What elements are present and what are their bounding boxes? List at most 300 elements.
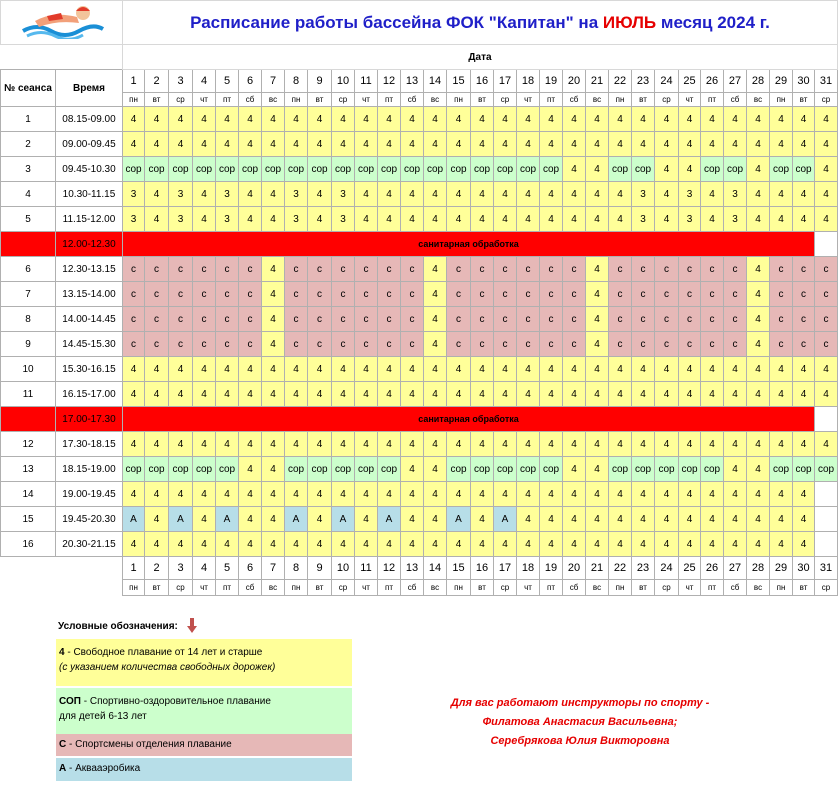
schedule-cell: 4 — [447, 207, 471, 232]
schedule-cell: 4 — [355, 182, 378, 207]
schedule-cell: с — [655, 257, 679, 282]
schedule-cell: 4 — [239, 382, 262, 407]
schedule-cell — [815, 532, 838, 557]
schedule-cell: 4 — [193, 207, 216, 232]
schedule-cell: 4 — [216, 107, 239, 132]
schedule-cell: с — [701, 332, 724, 357]
weekday: сб — [401, 580, 424, 596]
schedule-cell: с — [609, 257, 632, 282]
sanitary-break-row — [1, 232, 838, 257]
schedule-cell: сop — [285, 157, 308, 182]
schedule-cell: 4 — [193, 532, 216, 557]
day-number: 15 — [447, 557, 471, 580]
day-number: 1 — [123, 70, 145, 93]
session-number: 14 — [1, 482, 56, 507]
schedule-cell: 4 — [378, 182, 401, 207]
schedule-cell: 4 — [563, 382, 586, 407]
schedule-cell: 4 — [540, 207, 563, 232]
day-number: 20 — [563, 70, 586, 93]
date-header: Дата — [123, 45, 838, 70]
day-number: 30 — [793, 70, 815, 93]
schedule-cell: 4 — [308, 482, 332, 507]
schedule-cell: 4 — [609, 507, 632, 532]
day-number: 25 — [679, 557, 701, 580]
schedule-cell: 4 — [494, 532, 517, 557]
schedule-cell: 4 — [540, 532, 563, 557]
weekday: сб — [724, 93, 747, 107]
schedule-cell: 4 — [355, 482, 378, 507]
session-time: 20.30-21.15 — [56, 532, 123, 557]
schedule-cell: А — [169, 507, 193, 532]
schedule-cell: сop — [193, 457, 216, 482]
schedule-cell: с — [285, 332, 308, 357]
day-number: 29 — [770, 557, 793, 580]
schedule-cell: 3 — [632, 207, 655, 232]
schedule-cell: 4 — [355, 432, 378, 457]
schedule-cell: 4 — [401, 107, 424, 132]
schedule-cell: 4 — [517, 532, 540, 557]
schedule-cell: 4 — [424, 357, 447, 382]
schedule-cell: 4 — [494, 432, 517, 457]
schedule-cell: 4 — [793, 107, 815, 132]
schedule-cell: с — [724, 257, 747, 282]
session-row — [1, 457, 838, 482]
day-number: 11 — [355, 70, 378, 93]
schedule-cell: 4 — [169, 107, 193, 132]
schedule-cell: сop — [679, 457, 701, 482]
schedule-cell: 4 — [701, 432, 724, 457]
session-number: 5 — [1, 207, 56, 232]
schedule-cell: с — [494, 332, 517, 357]
schedule-cell: с — [378, 307, 401, 332]
schedule-cell: с — [216, 332, 239, 357]
schedule-cell: 4 — [145, 432, 169, 457]
schedule-cell: 4 — [770, 482, 793, 507]
schedule-cell: 4 — [193, 107, 216, 132]
schedule-cell: 4 — [724, 382, 747, 407]
schedule-cell: 4 — [193, 507, 216, 532]
schedule-cell: с — [216, 282, 239, 307]
schedule-cell: сop — [609, 457, 632, 482]
schedule-cell: 4 — [609, 132, 632, 157]
schedule-cell: с — [609, 307, 632, 332]
schedule-cell: с — [216, 307, 239, 332]
schedule-cell: с — [145, 282, 169, 307]
weekday: пн — [285, 93, 308, 107]
day-number: 19 — [540, 557, 563, 580]
session-row — [1, 257, 838, 282]
day-number: 5 — [216, 70, 239, 93]
schedule-cell: сop — [145, 157, 169, 182]
weekday: сб — [563, 93, 586, 107]
schedule-cell: 4 — [262, 132, 285, 157]
weekday: ср — [655, 580, 679, 596]
schedule-cell: 4 — [355, 382, 378, 407]
session-number: 3 — [1, 157, 56, 182]
day-number: 22 — [609, 557, 632, 580]
schedule-cell: 3 — [169, 207, 193, 232]
schedule-cell: 4 — [145, 507, 169, 532]
day-number: 14 — [424, 70, 447, 93]
day-number: 12 — [378, 70, 401, 93]
schedule-cell: сop — [770, 157, 793, 182]
break-time: 12.00-12.30 — [56, 232, 123, 257]
schedule-cell: с — [401, 257, 424, 282]
schedule-cell: 4 — [169, 357, 193, 382]
schedule-cell: 4 — [655, 432, 679, 457]
session-number: 12 — [1, 432, 56, 457]
session-row — [1, 282, 838, 307]
schedule-cell: 4 — [401, 532, 424, 557]
session-number: 11 — [1, 382, 56, 407]
schedule-cell: 4 — [679, 482, 701, 507]
weekday: ср — [494, 580, 517, 596]
weekday: ср — [815, 580, 838, 596]
schedule-cell: 4 — [701, 182, 724, 207]
break-blank — [815, 232, 838, 257]
schedule-cell: 4 — [747, 207, 770, 232]
schedule-cell: 4 — [701, 507, 724, 532]
schedule-cell: 4 — [655, 132, 679, 157]
session-number: 2 — [1, 132, 56, 157]
schedule-cell: с — [563, 282, 586, 307]
schedule-cell: сop — [540, 457, 563, 482]
day-number: 18 — [517, 557, 540, 580]
legend-text-s: Спортсмены отделения плавание — [75, 739, 232, 750]
schedule-cell: с — [355, 332, 378, 357]
schedule-cell: 4 — [123, 382, 145, 407]
schedule-cell: 4 — [471, 182, 494, 207]
weekday: вт — [471, 580, 494, 596]
schedule-cell: 4 — [471, 532, 494, 557]
schedule-cell: с — [239, 307, 262, 332]
schedule-cell: 4 — [747, 482, 770, 507]
schedule-cell: 4 — [424, 432, 447, 457]
day-number: 15 — [447, 70, 471, 93]
schedule-cell: 4 — [586, 482, 609, 507]
schedule-cell: 4 — [540, 432, 563, 457]
schedule-cell: с — [815, 257, 838, 282]
schedule-cell: 4 — [424, 107, 447, 132]
schedule-cell: 4 — [332, 432, 355, 457]
schedule-cell: 4 — [747, 507, 770, 532]
weekday: пт — [701, 580, 724, 596]
schedule-cell: 3 — [123, 207, 145, 232]
schedule-cell: 4 — [355, 107, 378, 132]
session-number: 13 — [1, 457, 56, 482]
schedule-cell: с — [679, 282, 701, 307]
page-title — [123, 1, 838, 45]
day-number: 2 — [145, 557, 169, 580]
schedule-cell: с — [679, 332, 701, 357]
schedule-cell: с — [332, 332, 355, 357]
schedule-cell: с — [609, 332, 632, 357]
schedule-cell: 4 — [701, 482, 724, 507]
schedule-cell: 4 — [262, 482, 285, 507]
schedule-cell: 4 — [494, 357, 517, 382]
schedule-cell: А — [285, 507, 308, 532]
schedule-cell: 4 — [701, 382, 724, 407]
legend-code-s: С — [59, 739, 67, 750]
sanitary-label: санитарная обработка — [123, 232, 815, 257]
schedule-cell: с — [517, 332, 540, 357]
schedule-cell: с — [793, 257, 815, 282]
schedule-cell: 4 — [285, 532, 308, 557]
schedule-cell: 4 — [424, 532, 447, 557]
day-number: 3 — [169, 70, 193, 93]
break-blank — [1, 407, 56, 432]
schedule-cell: с — [447, 282, 471, 307]
session-number: 6 — [1, 257, 56, 282]
schedule-cell: сop — [332, 457, 355, 482]
session-row — [1, 357, 838, 382]
schedule-cell: 3 — [679, 207, 701, 232]
schedule-cell: с — [169, 257, 193, 282]
schedule-cell: с — [815, 332, 838, 357]
schedule-cell: 4 — [145, 482, 169, 507]
weekday: ср — [494, 93, 517, 107]
break-blank — [815, 407, 838, 432]
schedule-cell: 4 — [815, 182, 838, 207]
schedule-cell: 4 — [655, 382, 679, 407]
schedule-cell: 4 — [239, 507, 262, 532]
day-number: 23 — [632, 557, 655, 580]
schedule-cell: 4 — [655, 532, 679, 557]
weekday: чт — [679, 580, 701, 596]
schedule-cell: 4 — [332, 482, 355, 507]
schedule-cell: 4 — [447, 432, 471, 457]
schedule-cell: 4 — [793, 507, 815, 532]
schedule-cell: 4 — [424, 132, 447, 157]
title-suffix: месяц 2024 г. — [660, 12, 770, 32]
schedule-cell: сop — [632, 457, 655, 482]
schedule-cell: 4 — [123, 432, 145, 457]
schedule-cell: 4 — [793, 182, 815, 207]
weekday: пт — [701, 93, 724, 107]
schedule-cell: 4 — [679, 432, 701, 457]
schedule-cell: с — [517, 282, 540, 307]
schedule-cell: сop — [145, 457, 169, 482]
schedule-cell: 4 — [586, 307, 609, 332]
schedule-cell: 4 — [632, 482, 655, 507]
legend-item-aqua: А - Аквааэробика — [56, 758, 352, 781]
schedule-cell: 3 — [724, 207, 747, 232]
session-number: 15 — [1, 507, 56, 532]
schedule-cell: 4 — [471, 432, 494, 457]
legend — [56, 617, 352, 781]
schedule-cell: 4 — [724, 482, 747, 507]
day-number: 30 — [793, 557, 815, 580]
schedule-cell: 4 — [747, 357, 770, 382]
schedule-cell: с — [770, 332, 793, 357]
schedule-cell: 4 — [401, 207, 424, 232]
schedule-cell: с — [494, 257, 517, 282]
day-number: 29 — [770, 70, 793, 93]
schedule-cell: 4 — [145, 207, 169, 232]
day-number: 18 — [517, 70, 540, 93]
schedule-cell: 4 — [145, 132, 169, 157]
schedule-cell: 3 — [332, 182, 355, 207]
schedule-cell: 4 — [747, 157, 770, 182]
weekday: вс — [262, 580, 285, 596]
schedule-cell: 4 — [332, 132, 355, 157]
schedule-cell: 4 — [308, 532, 332, 557]
schedule-cell: 4 — [586, 457, 609, 482]
day-number: 8 — [285, 557, 308, 580]
session-number-header: № сеанса — [1, 70, 56, 107]
legend-code-sop: СОП — [59, 696, 81, 707]
schedule-cell: с — [285, 282, 308, 307]
schedule-cell: 4 — [401, 432, 424, 457]
schedule-cell: 4 — [123, 107, 145, 132]
schedule-cell: с — [815, 282, 838, 307]
legend-note-4: (с указанием количества свободных дорожек) — [59, 662, 276, 673]
schedule-cell: сop — [123, 457, 145, 482]
schedule-cell: 4 — [770, 132, 793, 157]
schedule-cell: 4 — [285, 432, 308, 457]
title-month: ИЮЛЬ — [602, 12, 657, 32]
schedule-cell: сop — [239, 157, 262, 182]
day-number: 2 — [145, 70, 169, 93]
instructors-line-1: Для вас работают инструкторы по спорту - — [450, 697, 710, 709]
schedule-cell: 4 — [378, 432, 401, 457]
schedule-cell: с — [401, 282, 424, 307]
schedule-cell: 4 — [262, 457, 285, 482]
day-number: 16 — [471, 70, 494, 93]
weekday: пт — [540, 580, 563, 596]
schedule-cell: 4 — [563, 357, 586, 382]
schedule-cell: 4 — [701, 357, 724, 382]
day-number: 19 — [540, 70, 563, 93]
schedule-cell: 4 — [655, 207, 679, 232]
schedule-cell: 4 — [401, 482, 424, 507]
schedule-cell: с — [169, 307, 193, 332]
schedule-cell: сop — [169, 157, 193, 182]
day-number: 6 — [239, 557, 262, 580]
schedule-cell: 4 — [632, 107, 655, 132]
weekday: чт — [355, 93, 378, 107]
schedule-cell: 4 — [632, 532, 655, 557]
schedule-cell: с — [540, 282, 563, 307]
schedule-cell: с — [540, 332, 563, 357]
weekday: пн — [447, 93, 471, 107]
legend-text-sop: Спортивно-оздоровительное плавание — [89, 696, 271, 707]
schedule-cell: 4 — [378, 532, 401, 557]
schedule-cell: 4 — [216, 532, 239, 557]
schedule-cell: сop — [815, 457, 838, 482]
weekday: пн — [285, 580, 308, 596]
session-row — [1, 157, 838, 182]
schedule-cell: 4 — [747, 432, 770, 457]
session-time: 15.30-16.15 — [56, 357, 123, 382]
schedule-cell: 4 — [239, 207, 262, 232]
schedule-cell: 4 — [540, 182, 563, 207]
day-number: 16 — [471, 557, 494, 580]
schedule-cell: 4 — [793, 482, 815, 507]
schedule-cell: 3 — [216, 182, 239, 207]
session-row — [1, 132, 838, 157]
day-number: 4 — [193, 557, 216, 580]
session-time: 17.30-18.15 — [56, 432, 123, 457]
schedule-cell: 4 — [793, 432, 815, 457]
weekday: вс — [424, 580, 447, 596]
schedule-cell: 4 — [609, 432, 632, 457]
schedule-cell: с — [609, 282, 632, 307]
schedule-cell: 4 — [193, 132, 216, 157]
schedule-cell: с — [517, 257, 540, 282]
schedule-cell: 4 — [494, 382, 517, 407]
schedule-cell: А — [378, 507, 401, 532]
schedule-cell: с — [494, 307, 517, 332]
schedule-cell: с — [123, 307, 145, 332]
weekday: чт — [517, 580, 540, 596]
schedule-cell: 4 — [586, 257, 609, 282]
schedule-cell: 4 — [563, 507, 586, 532]
schedule-cell: с — [540, 257, 563, 282]
session-time: 18.15-19.00 — [56, 457, 123, 482]
legend-title — [56, 617, 352, 639]
legend-code-4: 4 — [59, 647, 65, 658]
schedule-cell: А — [447, 507, 471, 532]
schedule-cell: 4 — [770, 532, 793, 557]
sanitary-break-row — [1, 407, 838, 432]
schedule-cell: 4 — [424, 257, 447, 282]
schedule-cell: 3 — [285, 182, 308, 207]
schedule-cell: сop — [378, 457, 401, 482]
schedule-cell: 4 — [262, 257, 285, 282]
schedule-cell: 4 — [655, 357, 679, 382]
weekday: пт — [216, 580, 239, 596]
schedule-cell: с — [770, 282, 793, 307]
schedule-cell: 4 — [123, 357, 145, 382]
legend-text-sop-2: для детей 6-13 лет — [59, 711, 147, 722]
schedule-cell: с — [701, 257, 724, 282]
schedule-cell: 4 — [424, 182, 447, 207]
schedule-cell: с — [793, 332, 815, 357]
session-time: 12.30-13.15 — [56, 257, 123, 282]
schedule-cell: с — [815, 307, 838, 332]
schedule-cell: с — [332, 282, 355, 307]
schedule-cell: 4 — [424, 482, 447, 507]
schedule-cell: 4 — [193, 182, 216, 207]
schedule-cell: с — [401, 332, 424, 357]
session-time: 11.15-12.00 — [56, 207, 123, 232]
schedule-cell: 4 — [447, 357, 471, 382]
schedule-cell: 4 — [378, 207, 401, 232]
schedule-cell: 4 — [747, 132, 770, 157]
weekday: чт — [193, 580, 216, 596]
schedule-cell: 4 — [308, 357, 332, 382]
schedule-cell: 4 — [724, 357, 747, 382]
weekday: пт — [216, 93, 239, 107]
schedule-cell: с — [169, 282, 193, 307]
schedule-cell: 4 — [447, 182, 471, 207]
schedule-cell: 4 — [563, 132, 586, 157]
day-number: 13 — [401, 557, 424, 580]
weekday: вс — [424, 93, 447, 107]
schedule-cell: 4 — [724, 457, 747, 482]
schedule-cell: 4 — [285, 482, 308, 507]
schedule-cell: 4 — [747, 107, 770, 132]
schedule-cell: с — [724, 332, 747, 357]
schedule-cell: 4 — [123, 532, 145, 557]
day-number: 31 — [815, 557, 838, 580]
schedule-cell: 4 — [655, 107, 679, 132]
weekday: чт — [517, 93, 540, 107]
schedule-cell: 4 — [724, 132, 747, 157]
schedule-cell: 4 — [145, 532, 169, 557]
schedule-cell: 4 — [679, 382, 701, 407]
